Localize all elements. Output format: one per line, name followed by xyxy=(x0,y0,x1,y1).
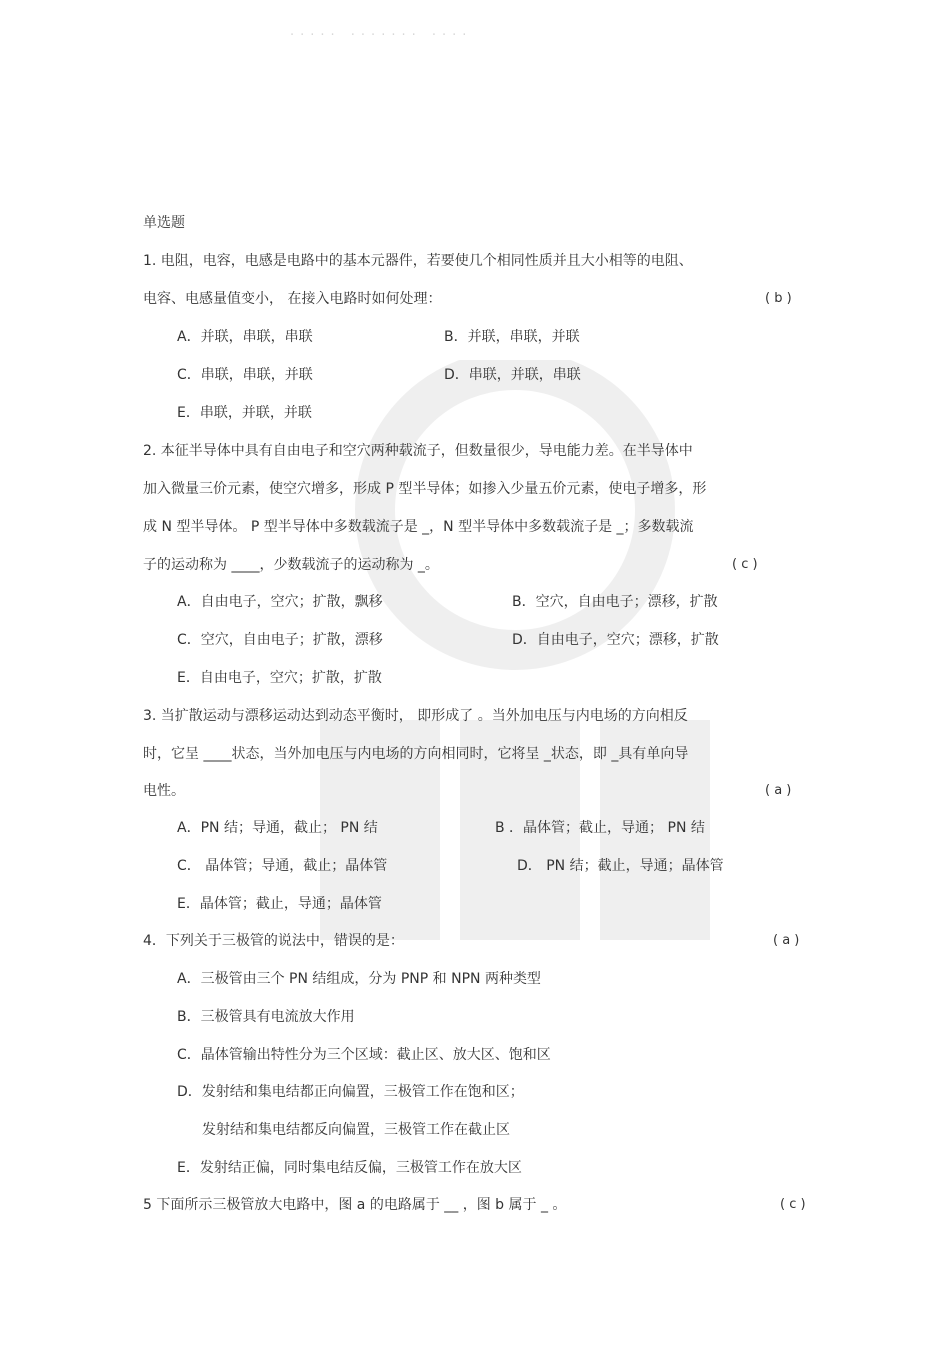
q4-answer: ( a ) xyxy=(773,933,800,948)
q4-line1: 4．下列关于三极管的说法中，错误的是： xyxy=(143,933,404,949)
q4-option-d-line1: D．发射结和集电结都正向偏置，三极管工作在饱和区； xyxy=(177,1084,524,1100)
q3-line1: 3. 当扩散运动与漂移运动达到动态平衡时， 即形成了 。当外加电压与内电场的方向相反 xyxy=(143,708,688,724)
faint-header-text: ····· ······· ···· xyxy=(290,28,473,42)
q3-option-e: E．晶体管；截止，导通；晶体管 xyxy=(177,896,382,912)
q1-answer: ( b ) xyxy=(765,291,792,306)
q4-option-a: A．三极管由三个 PN 结组成，分为 PNP 和 NPN 两种类型 xyxy=(177,971,541,987)
q2-option-c: C．空穴，自由电子；扩散，漂移 xyxy=(177,632,383,648)
q2-option-d: D．自由电子，空穴；漂移，扩散 xyxy=(512,632,719,648)
q3-line3: 电性。 xyxy=(143,783,185,799)
q1-option-c: C．串联，串联，并联 xyxy=(177,367,313,383)
q5-answer: ( c ) xyxy=(780,1197,806,1212)
q1-option-d: D．串联，并联，串联 xyxy=(444,367,581,383)
q1-option-e: E．串联，并联，并联 xyxy=(177,405,312,421)
q3-option-b: B ．晶体管；截止，导通； PN 结 xyxy=(495,820,705,836)
q3-option-d: D． PN 结；截止，导通；晶体管 xyxy=(517,858,724,874)
q4-option-c: C．晶体管输出特性分为三个区域：截止区、放大区、饱和区 xyxy=(177,1047,551,1063)
q3-option-c: C． 晶体管；导通，截止；晶体管 xyxy=(177,858,388,874)
q1-line1: 1. 电阻，电容，电感是电路中的基本元器件，若要使几个相同性质并且大小相等的电阻、 xyxy=(143,253,693,269)
q3-option-a: A．PN 结；导通，截止； PN 结 xyxy=(177,820,378,836)
q2-option-a: A．自由电子，空穴；扩散，飘移 xyxy=(177,594,383,610)
q4-option-d-line2: 发射结和集电结都反向偏置，三极管工作在截止区 xyxy=(202,1122,510,1138)
q1-option-b: B．并联，串联，并联 xyxy=(444,329,580,345)
q1-option-a: A．并联，串联，串联 xyxy=(177,329,313,345)
q2-line4: 子的运动称为 ____，少数载流子的运动称为 _。 xyxy=(143,557,439,573)
q4-option-b: B．三极管具有电流放大作用 xyxy=(177,1009,355,1025)
section-title: 单选题 xyxy=(143,215,185,231)
q2-line2: 加入微量三价元素，使空穴增多，形成 P 型半导体；如掺入少量五价元素，使电子增多，形 xyxy=(143,481,707,497)
q2-line1: 2. 本征半导体中具有自由电子和空穴两种载流子，但数量很少，导电能力差。在半导体中 xyxy=(143,443,693,459)
q2-line3: 成 N 型半导体。 P 型半导体中多数载流子是 _，N 型半导体中多数载流子是 _；多数载流 xyxy=(143,519,694,535)
q3-answer: ( a ) xyxy=(765,783,792,798)
q2-option-b: B．空穴，自由电子；漂移，扩散 xyxy=(512,594,718,610)
q4-option-e: E．发射结正偏，同时集电结反偏，三极管工作在放大区 xyxy=(177,1160,522,1176)
q1-line2: 电容、电感量值变小， 在接入电路时如何处理： xyxy=(143,291,442,307)
q5-line1: 5 下面所示三极管放大电路中，图 a 的电路属于 __ ，图 b 属于 _ 。 xyxy=(143,1197,567,1213)
q2-answer: ( c ) xyxy=(732,557,758,572)
q3-line2: 时，它呈 ____状态，当外加电压与内电场的方向相同时，它将呈 _状态，即 _具有单向导 xyxy=(143,746,689,762)
q2-option-e: E．自由电子，空穴；扩散，扩散 xyxy=(177,670,382,686)
